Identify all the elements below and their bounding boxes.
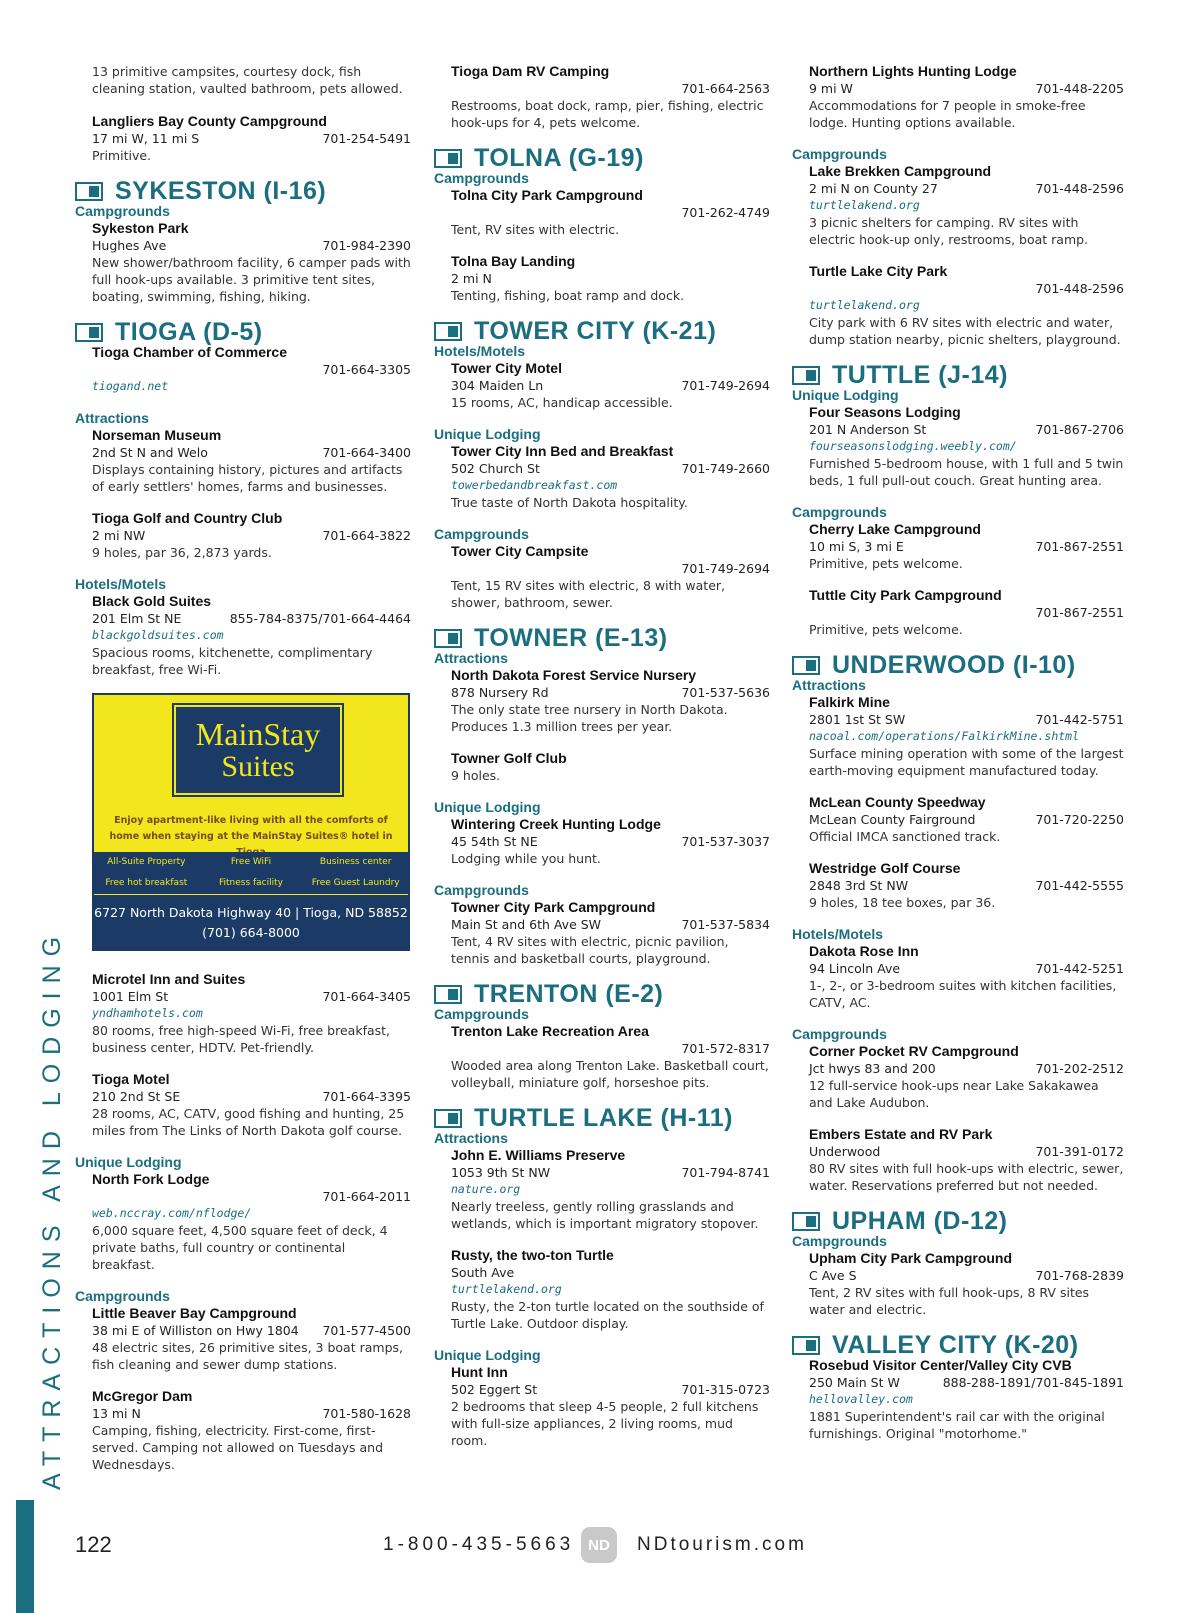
listing-name: Microtel Inn and Suites <box>92 971 246 987</box>
mainstay-logo <box>174 705 342 795</box>
listing-url[interactable]: turtlelakend.org <box>809 198 920 212</box>
listing-tioga-golf <box>75 510 411 561</box>
listing-phone: 855-784-8375/701-664-4464 <box>229 611 411 626</box>
listing-desc: 80 RV sites with full hook-ups with electric, sewer, water. Reservations preferred but not needed. <box>809 1161 1124 1193</box>
city-name: TUTTLE (J-14) <box>832 361 1008 389</box>
listing-turtle-park <box>792 263 1124 348</box>
listing-four-seasons <box>792 404 1124 489</box>
map-grid-icon <box>792 656 820 675</box>
listing-desc: Tenting, fishing, boat ramp and dock. <box>451 288 685 303</box>
listing-url[interactable]: turtlelakend.org <box>451 1282 562 1296</box>
listing-upham-park <box>792 1250 1124 1318</box>
listing-address: McLean County Fairground <box>809 812 976 827</box>
ad-features <box>94 852 408 894</box>
listing-phone: 701-794-8741 <box>681 1165 770 1180</box>
listing-url[interactable]: nacoal.com/operations/FalkirkMine.shtml <box>809 729 1080 743</box>
listing-address: 1001 Elm St <box>92 989 169 1004</box>
listing-williams-preserve <box>434 1147 770 1232</box>
listing-towner-park <box>434 899 770 967</box>
listing-desc: The only state tree nursery in North Dakota. Produces 1.3 million trees per year. <box>451 702 728 734</box>
listing-phone: 701-572-8317 <box>681 1041 770 1056</box>
listing-address: 502 Church St <box>451 461 540 476</box>
city-header-upham <box>792 1207 1124 1235</box>
listing-desc: Rusty, the 2-ton turtle located on the southside of Turtle Lake. Outdoor display. <box>451 1299 764 1331</box>
listing-towner-golf <box>434 750 770 784</box>
listing-phone: 701-537-3037 <box>681 834 770 849</box>
city-header-sykeston <box>75 177 411 205</box>
listing-name: Lake Brekken Campground <box>809 163 992 179</box>
listing-phone: 701-537-5834 <box>681 917 770 932</box>
listing-name: Towner Golf Club <box>451 750 567 766</box>
listing-desc: Wooded area along Trenton Lake. Basketball court, volleyball, miniature golf, horseshoe pits. <box>451 1058 769 1090</box>
listing-north-fork <box>75 1171 411 1273</box>
listing-tolna-bay <box>434 253 770 304</box>
listing-name: Rosebud Visitor Center/Valley City CVB <box>809 1357 1072 1373</box>
listing-desc: Camping, fishing, electricity. First-come, first-served. Camping not allowed on Tuesdays and Wednesdays. <box>92 1423 384 1472</box>
listing-name: Tower City Campsite <box>451 543 589 559</box>
category-heading: Hotels/Motels <box>75 576 167 592</box>
listing-address: 304 Maiden Ln <box>451 378 544 393</box>
listing-address: South Ave <box>451 1265 515 1280</box>
city-name: SYKESTON (I-16) <box>115 177 327 205</box>
listing-address: 210 2nd St SE <box>92 1089 181 1104</box>
ad-feature: Business center <box>319 857 392 867</box>
listing-address: Jct hwys 83 and 200 <box>809 1061 936 1076</box>
listing-name: Norseman Museum <box>92 427 222 443</box>
listing-desc: 3 picnic shelters for camping. RV sites with electric hook-up only, restrooms, boat ramp. <box>809 215 1089 247</box>
listing-url[interactable]: hellovalley.com <box>809 1392 913 1406</box>
listing-name: Falkirk Mine <box>809 694 890 710</box>
listing-desc: 1-, 2-, or 3-bedroom suites with kitchen facilities, CATV, AC. <box>809 978 1117 1010</box>
listing-phone: 701-537-5636 <box>681 685 770 700</box>
page-number: 122 <box>75 1532 112 1557</box>
listing-norseman <box>75 427 411 495</box>
map-grid-icon <box>75 182 103 201</box>
listing-tolna-park <box>434 187 770 238</box>
listing-address: 502 Eggert St <box>451 1382 538 1397</box>
listing-name: Tolna Bay Landing <box>451 253 576 269</box>
listing-address: 878 Nursery Rd <box>451 685 549 700</box>
category-heading: Campgrounds <box>792 146 887 162</box>
listing-url[interactable]: tiogand.net <box>92 379 169 393</box>
listing-address: 201 Elm St NE <box>92 611 182 626</box>
listing-desc: Accommodations for 7 people in smoke-free lodge. Hunting options available. <box>809 98 1086 130</box>
listing-desc: True taste of North Dakota hospitality. <box>451 495 688 510</box>
logo-text: MainStay <box>195 716 321 752</box>
listing-phone: 701-984-2390 <box>322 238 411 253</box>
listing-phone: 701-202-2512 <box>1035 1061 1124 1076</box>
listing-name: Tioga Motel <box>92 1071 170 1087</box>
listing-name: Sykeston Park <box>92 220 189 236</box>
ad-feature: Free hot breakfast <box>105 878 188 888</box>
map-grid-icon <box>792 1212 820 1231</box>
city-header-valley-city <box>792 1331 1124 1359</box>
listing-phone: 701-749-2660 <box>681 461 770 476</box>
city-name: TRENTON (E-2) <box>474 980 664 1008</box>
map-grid-icon <box>434 629 462 648</box>
listing-phone: 701-749-2694 <box>681 378 770 393</box>
footer-phone: 1-800-435-5663 <box>383 1534 575 1555</box>
listing-black-gold <box>75 593 411 678</box>
listing-phone: 701-442-5751 <box>1035 712 1124 727</box>
listing-wintering <box>434 816 770 867</box>
listing-desc: Surface mining operation with some of the largest earth-moving equipment manufactured today. <box>809 746 1124 778</box>
category-heading: Attractions <box>792 677 866 693</box>
listing-cherry-lake <box>792 521 1124 572</box>
listing-rusty-turtle <box>434 1247 770 1332</box>
listing-name: North Fork Lodge <box>92 1171 210 1187</box>
listing-phone: 701-580-1628 <box>322 1406 411 1421</box>
listing-desc: Primitive, pets welcome. <box>809 622 963 637</box>
ad-feature: Free Guest Laundry <box>311 878 400 888</box>
map-grid-icon <box>792 366 820 385</box>
listing-desc: 2 bedrooms that sleep 4-5 people, 2 full kitchens with full-size appliances, 2 living rooms, mud room. <box>451 1399 759 1448</box>
listing-phone: 701-262-4749 <box>681 205 770 220</box>
listing-phone: 701-749-2694 <box>681 561 770 576</box>
category-heading: Unique Lodging <box>434 799 541 815</box>
category-heading: Attractions <box>434 650 508 666</box>
listing-address: 9 mi W <box>809 81 853 96</box>
listing-desc: 12 full-service hook-ups near Lake Sakakawea and Lake Audubon. <box>809 1078 1099 1110</box>
ad-address: 6727 North Dakota Highway 40 | Tioga, ND 58852 <box>94 905 408 920</box>
listing-phone: 701-254-5491 <box>322 131 411 146</box>
listing-address: 13 mi N <box>92 1406 141 1421</box>
listing-phone: 701-664-3305 <box>322 362 411 377</box>
ad-phone: (701) 664-8000 <box>202 925 300 940</box>
city-name: VALLEY CITY (K-20) <box>832 1331 1079 1359</box>
listing-name: McGregor Dam <box>92 1388 193 1404</box>
listing-phone: 701-664-3405 <box>322 989 411 1004</box>
listing-mcgregor <box>75 1388 411 1473</box>
listing-phone: 701-664-2563 <box>681 81 770 96</box>
listing-phone: 701-664-3822 <box>322 528 411 543</box>
listing-desc: Primitive, pets welcome. <box>809 556 963 571</box>
listing-address: Underwood <box>809 1144 881 1159</box>
category-heading: Campgrounds <box>792 504 887 520</box>
column-3 <box>792 63 1124 1457</box>
city-name: TIOGA (D-5) <box>115 318 263 346</box>
category-heading: Unique Lodging <box>75 1154 182 1170</box>
map-grid-icon <box>792 1336 820 1355</box>
listing-address: 10 mi S, 3 mi E <box>809 539 904 554</box>
listing-desc: Tent, RV sites with electric. <box>451 222 620 237</box>
listing-address: 17 mi W, 11 mi S <box>92 131 200 146</box>
listing-desc: New shower/bathroom facility, 6 camper pads with full hook-ups available. 3 primitive tent sites, boating, swimming, fishing, hiking. <box>92 255 411 304</box>
listing-phone: 701-315-0723 <box>681 1382 770 1397</box>
listing-tower-campsite <box>434 543 770 611</box>
listing-tower-inn <box>434 443 770 511</box>
listing-hunt-inn <box>434 1364 770 1449</box>
listing-tioga-dam <box>434 63 770 131</box>
listing-name: Trenton Lake Recreation Area <box>451 1023 649 1039</box>
listing-lake-brekken <box>792 163 1124 248</box>
listing-name: Northern Lights Hunting Lodge <box>809 63 1017 79</box>
mainstay-advertisement <box>92 693 410 951</box>
map-grid-icon <box>434 149 462 168</box>
city-name: TOWER CITY (K-21) <box>474 317 717 345</box>
listing-sykeston-park <box>75 220 411 305</box>
listing-desc: Furnished 5-bedroom house, with 1 full and 5 twin beds, 1 full pull-out couch. Great hunting area. <box>809 456 1124 488</box>
map-grid-icon <box>434 1109 462 1128</box>
category-heading: Campgrounds <box>434 526 529 542</box>
city-header-towner <box>434 624 770 652</box>
category-heading: Unique Lodging <box>434 1347 541 1363</box>
listing-name: Cherry Lake Campground <box>809 521 981 537</box>
ad-feature: All-Suite Property <box>107 857 186 867</box>
ad-feature: Fitness facility <box>218 878 283 888</box>
listing-address: 2nd St N and Welo <box>92 445 208 460</box>
listing-phone: 701-577-4500 <box>322 1323 411 1338</box>
nd-logo: ND <box>581 1527 617 1563</box>
listing-trenton-lake <box>434 1023 770 1091</box>
city-name: UPHAM (D-12) <box>832 1207 1008 1235</box>
entry-desc: 13 primitive campsites, courtesy dock, fish cleaning station, vaulted bathroom, pets allowed. <box>92 64 403 96</box>
listing-phone: 701-664-3400 <box>322 445 411 460</box>
listing-desc: Official IMCA sanctioned track. <box>809 829 1001 844</box>
category-heading: Campgrounds <box>434 1006 529 1022</box>
listing-address: 1053 9th St NW <box>451 1165 551 1180</box>
listing-desc: 15 rooms, AC, handicap accessible. <box>451 395 673 410</box>
listing-desc: 80 rooms, free high-speed Wi-Fi, free breakfast, business center, HDTV. Pet-friendly. <box>92 1023 391 1055</box>
map-grid-icon <box>434 985 462 1004</box>
listing-address: Hughes Ave <box>92 238 167 253</box>
listing-name: Upham City Park Campground <box>809 1250 1013 1266</box>
listing-phone: 701-442-5555 <box>1035 878 1124 893</box>
listing-address: 2 mi N <box>451 271 492 286</box>
column-1 <box>75 63 411 1488</box>
listing-address: C Ave S <box>809 1268 857 1283</box>
listing-langliers <box>75 113 411 164</box>
listing-address: 38 mi E of Williston on Hwy 1804 <box>92 1323 299 1338</box>
listing-phone: 701-664-2011 <box>322 1189 411 1204</box>
listing-name: Rusty, the two-ton Turtle <box>451 1247 614 1263</box>
listing-url[interactable]: yndhamhotels.com <box>92 1006 203 1020</box>
ad-feature: Free WiFi <box>230 857 272 867</box>
column-2 <box>434 63 770 1464</box>
listing-nursery <box>434 667 770 735</box>
listing-url[interactable]: towerbedandbreakfast.com <box>451 478 618 492</box>
listing-name: Westridge Golf Course <box>809 860 961 876</box>
listing-desc: Primitive. <box>92 148 152 163</box>
category-heading: Attractions <box>434 1130 508 1146</box>
listing-desc: City park with 6 RV sites with electric and water, dump station nearby, picnic shelters, playground. <box>809 315 1121 347</box>
listing-phone: 701-867-2551 <box>1035 539 1124 554</box>
listing-name: John E. Williams Preserve <box>451 1147 626 1163</box>
city-header-tioga <box>75 318 411 346</box>
listing-address: 2 mi N on County 27 <box>809 181 938 196</box>
listing-desc: 9 holes, 18 tee boxes, par 36. <box>809 895 996 910</box>
listing-westridge <box>792 860 1124 911</box>
ad-tagline: Enjoy apartment-like living with all the comforts of home when staying at the MainStay Suites® hotel in <box>109 815 393 842</box>
city-header-trenton <box>434 980 770 1008</box>
listing-url[interactable]: turtlelakend.org <box>809 298 920 312</box>
listing-microtel <box>75 971 411 1056</box>
listing-little-beaver <box>75 1305 411 1373</box>
listing-tioga-motel <box>75 1071 411 1139</box>
listing-desc: Restrooms, boat dock, ramp, pier, fishing, electric hook-ups for 4, pets welcome. <box>451 98 764 130</box>
listing-northern-lights <box>792 63 1124 131</box>
listing-name: Tioga Dam RV Camping <box>451 63 610 79</box>
map-grid-icon <box>434 322 462 341</box>
listing-desc: 28 rooms, AC, CATV, good fishing and hunting, 25 miles from The Links of North Dakota golf course. <box>92 1106 405 1138</box>
listing-address: Main St and 6th Ave SW <box>451 917 602 932</box>
listing-rosebud <box>792 1357 1124 1442</box>
listing-name: Four Seasons Lodging <box>809 404 961 420</box>
listing-url[interactable]: nature.org <box>451 1182 521 1196</box>
listing-falkirk <box>792 694 1124 779</box>
category-heading: Campgrounds <box>792 1233 887 1249</box>
category-heading: Attractions <box>75 410 149 426</box>
listing-tower-motel <box>434 360 770 411</box>
city-header-tower-city <box>434 317 770 345</box>
listing-url[interactable]: fourseasonslodging.weebly.com/ <box>809 439 1017 453</box>
logo-text: Suites <box>221 750 295 783</box>
city-header-tolna <box>434 144 770 172</box>
listing-desc: 9 holes, par 36, 2,873 yards. <box>92 545 272 560</box>
category-heading: Campgrounds <box>75 1288 170 1304</box>
city-name: TOLNA (G-19) <box>474 144 644 172</box>
city-header-turtle-lake <box>434 1104 770 1132</box>
listing-name: Tioga Golf and Country Club <box>92 510 283 526</box>
listing-address: 2 mi NW <box>92 528 146 543</box>
listing-address: 2801 1st St SW <box>809 712 906 727</box>
listing-name: North Dakota Forest Service Nursery <box>451 667 697 683</box>
map-grid-icon <box>75 323 103 342</box>
city-name: TOWNER (E-13) <box>474 624 668 652</box>
listing-speedway <box>792 794 1124 845</box>
section-side-label: ATTRACTIONS AND LODGING <box>38 927 66 1490</box>
listing-name: Tower City Motel <box>451 360 562 376</box>
listing-phone: 701-448-2205 <box>1035 81 1124 96</box>
listing-name: Langliers Bay County Campground <box>92 113 327 129</box>
listing-phone: 701-442-5251 <box>1035 961 1124 976</box>
category-heading: Campgrounds <box>792 1026 887 1042</box>
listing-name: Turtle Lake City Park <box>809 263 948 279</box>
listing-phone: 701-867-2551 <box>1035 605 1124 620</box>
listing-address: 94 Lincoln Ave <box>809 961 901 976</box>
category-heading: Campgrounds <box>434 882 529 898</box>
listing-phone: 701-867-2706 <box>1035 422 1124 437</box>
category-heading: Unique Lodging <box>434 426 541 442</box>
listing-name: Corner Pocket RV Campground <box>809 1043 1019 1059</box>
category-heading: Hotels/Motels <box>792 926 884 942</box>
listing-desc: 9 holes. <box>451 768 501 783</box>
listing-name: Black Gold Suites <box>92 593 212 609</box>
city-name: TURTLE LAKE (H-11) <box>474 1104 733 1132</box>
listing-tioga-chamber <box>75 344 411 395</box>
listing-phone: 701-391-0172 <box>1035 1144 1124 1159</box>
city-header-underwood <box>792 651 1124 679</box>
city-header-tuttle <box>792 361 1124 389</box>
listing-name: Hunt Inn <box>451 1364 508 1380</box>
category-heading: Campgrounds <box>434 170 529 186</box>
footer-website[interactable]: NDtourism.com <box>637 1534 807 1555</box>
listing-name: Tolna City Park Campground <box>451 187 643 203</box>
listing-desc: Spacious rooms, kitchenette, complimentary breakfast, free Wi-Fi. <box>92 645 373 677</box>
side-accent-bar <box>16 1500 34 1613</box>
listing-name: Tuttle City Park Campground <box>809 587 1002 603</box>
listing-desc: Tent, 2 RV sites with full hook-ups, 8 RV sites water and electric. <box>809 1285 1090 1317</box>
listing-corner-pocket <box>792 1043 1124 1111</box>
city-name: UNDERWOOD (I-10) <box>832 651 1076 679</box>
listing-phone: 701-448-2596 <box>1035 281 1124 296</box>
listing-name: Little Beaver Bay Campground <box>92 1305 297 1321</box>
listing-name: Embers Estate and RV Park <box>809 1126 993 1142</box>
listing-address: 201 N Anderson St <box>809 422 927 437</box>
listing-phone: 701-664-3395 <box>322 1089 411 1104</box>
listing-desc: 1881 Superintendent's rail car with the original furnishings. Original "motorhome." <box>809 1409 1105 1441</box>
listing-name: Dakota Rose Inn <box>809 943 919 959</box>
listing-phone: 701-768-2839 <box>1035 1268 1124 1283</box>
listing-address: 2848 3rd St NW <box>809 878 909 893</box>
listing-phone: 701-448-2596 <box>1035 181 1124 196</box>
listing-phone: 701-720-2250 <box>1035 812 1124 827</box>
listing-desc: 6,000 square feet, 4,500 square feet of deck, 4 private baths, full country or continental breakfast. <box>92 1223 388 1272</box>
listing-desc: Lodging while you hunt. <box>451 851 601 866</box>
listing-url[interactable]: blackgoldsuites.com <box>92 628 224 642</box>
listing-phone: 888-288-1891/701-845-1891 <box>942 1375 1124 1390</box>
listing-tuttle-park <box>792 587 1124 638</box>
listing-embers <box>792 1126 1124 1194</box>
listing-desc: Tent, 4 RV sites with electric, picnic pavilion, tennis and basketball courts, playground. <box>451 934 729 966</box>
category-heading: Campgrounds <box>75 203 170 219</box>
listing-address: 250 Main St W <box>809 1375 900 1390</box>
listing-name: McLean County Speedway <box>809 794 986 810</box>
listing-url[interactable]: web.nccray.com/nflodge/ <box>92 1206 252 1220</box>
category-heading: Unique Lodging <box>792 387 899 403</box>
listing-address: 45 54th St NE <box>451 834 538 849</box>
ad-address-block <box>94 894 408 949</box>
category-heading: Hotels/Motels <box>434 343 526 359</box>
listing-name: Tioga Chamber of Commerce <box>92 344 288 360</box>
listing-desc: 48 electric sites, 26 primitive sites, 3 boat ramps, fish cleaning and sewer dump stations. <box>92 1340 403 1372</box>
listing-name: Wintering Creek Hunting Lodge <box>451 816 661 832</box>
listing-desc: Displays containing history, pictures and artifacts of early settlers' homes, farms and businesses. <box>92 462 403 494</box>
listing-desc: Nearly treeless, gently rolling grasslands and wetlands, which is important migratory stopover. <box>451 1199 759 1231</box>
listing-name: Towner City Park Campground <box>451 899 656 915</box>
listing-name: Tower City Inn Bed and Breakfast <box>451 443 674 459</box>
listing-desc: Tent, 15 RV sites with electric, 8 with water, shower, bathroom, sewer. <box>451 578 725 610</box>
listing-dakota-rose <box>792 943 1124 1011</box>
